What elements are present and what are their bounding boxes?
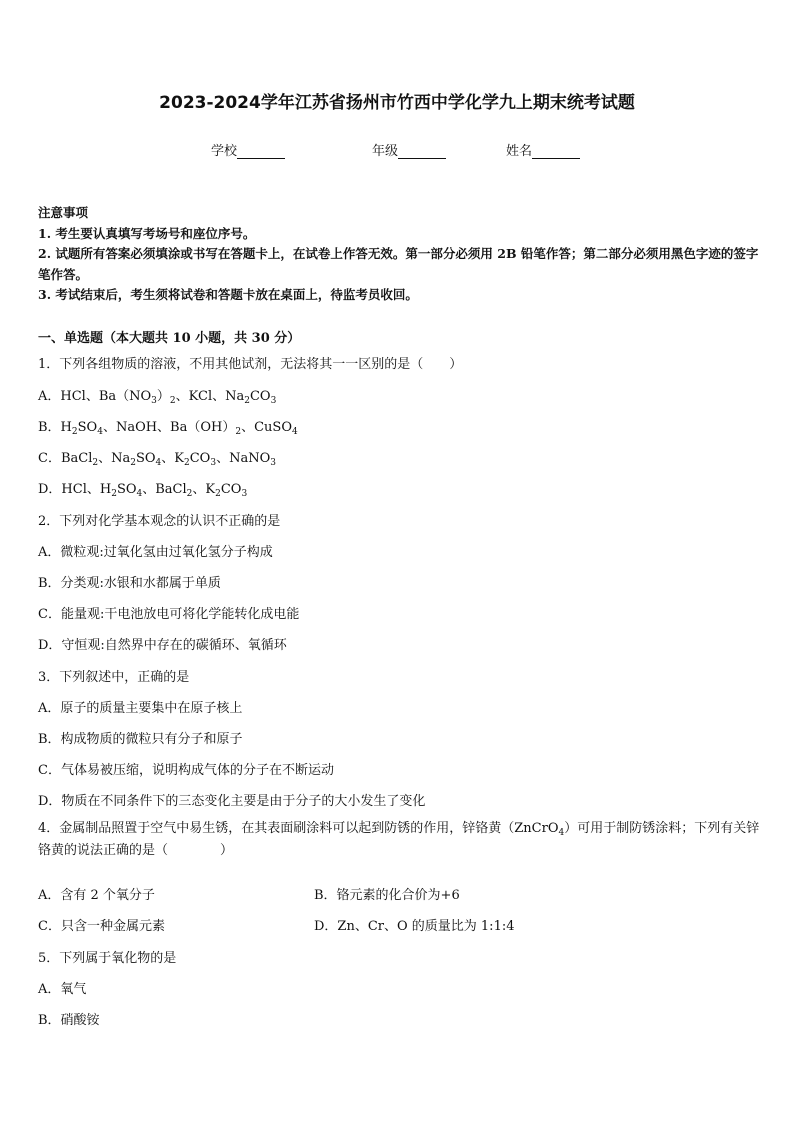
q4-option-a[interactable]: A．含有 2 个氧分子 — [38, 888, 155, 903]
grade-label: 年级 — [372, 144, 399, 159]
q4-option-d[interactable]: D．Zn、Cr、O 的质量比为 1:1:4 — [314, 919, 515, 934]
q3-stem: 3．下列叙述中，正确的是 — [38, 670, 190, 685]
q2-option-c[interactable]: C．能量观:干电池放电可将化学能转化成电能 — [38, 607, 300, 622]
school-field[interactable] — [211, 140, 285, 159]
q1-option-b[interactable]: B．$H_2SO_4$、NaOH、$Ba(OH)_2$、CuSO$_4$ — [38, 420, 298, 437]
notice-item-2: 2. 试题所有答案必须填涂或书写在答题卡上，在试卷上作答无效。第一部分必须用 2B 铅笔作答；第二部分必须用黑色字迹的签字笔作答。 — [38, 246, 759, 282]
school-blank[interactable] — [237, 144, 285, 159]
q3-option-a[interactable]: A．原子的质量主要集中在原子核上 — [38, 701, 243, 716]
q4-stem: 4．金属制品照置于空气中易生锈，在其表面刷涂料可以起到防锈的作用，锌铬黄（ZnCrO$_4$）可用于制防锈涂料；下列有关锌铬黄的说法正确的是（ ） — [38, 821, 760, 858]
q3-option-d[interactable]: D．物质在不同条件下的三态变化主要是由于分子的大小发生了变化 — [38, 794, 426, 809]
q1-option-d[interactable]: D．HCl、$H_2SO_4$、BaCl$_2$、$K_2CO_3$ — [38, 482, 248, 499]
q5-option-b[interactable]: B．硝酸铵 — [38, 1013, 100, 1028]
q3-option-c[interactable]: C．气体易被压缩，说明构成气体的分子在不断运动 — [38, 763, 334, 778]
grade-blank[interactable] — [398, 144, 446, 159]
name-label: 姓名 — [506, 144, 533, 159]
name-field[interactable] — [506, 140, 580, 159]
name-blank[interactable] — [532, 144, 580, 159]
grade-field[interactable] — [372, 140, 446, 159]
notice-item-1: 1. 考生要认真填写考场号和座位序号。 — [38, 225, 256, 241]
q2-option-d[interactable]: D．守恒观:自然界中存在的碳循环、氧循环 — [38, 638, 287, 653]
student-info-row — [0, 140, 794, 160]
q2-option-b[interactable]: B．分类观:水银和水都属于单质 — [38, 576, 221, 591]
q2-stem: 2．下列对化学基本观念的认识不正确的是 — [38, 514, 281, 529]
q2-option-a[interactable]: A．微粒观:过氧化氢由过氧化氢分子构成 — [38, 545, 273, 560]
q3-option-b[interactable]: B．构成物质的微粒只有分子和原子 — [38, 732, 243, 747]
q4-option-b[interactable]: B．铬元素的化合价为+6 — [314, 888, 460, 903]
exam-title: 2023-2024学年江苏省扬州市竹西中学化学九上期末统考试题 — [159, 93, 635, 113]
q1-stem: 1．下列各组物质的溶液，不用其他试剂，无法将其一一区别的是（ ） — [38, 357, 463, 372]
q1-option-a[interactable]: A．HCl、$Ba(NO_3)_2$、KCl、$Na_2CO_3$ — [38, 389, 277, 406]
q4-option-c[interactable]: C．只含一种金属元素 — [38, 919, 165, 934]
notice-heading: 注意事项 — [38, 205, 89, 220]
notice-block — [38, 203, 760, 306]
notice-item-3: 3. 考试结束后，考生须将试卷和答题卡放在桌面上，待监考员收回。 — [38, 287, 418, 302]
q5-stem: 5．下列属于氧化物的是 — [38, 951, 177, 966]
section-title-single-choice: 一、单选题（本大题共 10 小题，共 30 分） — [38, 331, 301, 346]
q1-option-c[interactable]: C．BaCl$_2$、$Na_2SO_4$、$K_2CO_3$、NaNO$_3$ — [38, 451, 276, 468]
q5-option-a[interactable]: A．氧气 — [38, 982, 87, 997]
school-label: 学校 — [211, 144, 238, 159]
